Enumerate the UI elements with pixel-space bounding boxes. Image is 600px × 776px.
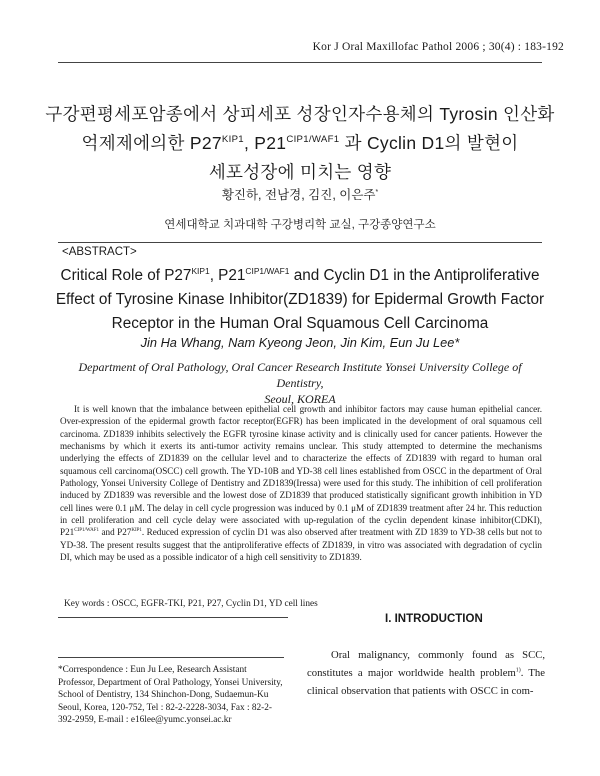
abstract-rule bbox=[58, 242, 542, 243]
superscript: CIP1/WAF1 bbox=[74, 528, 100, 534]
superscript: CIP1/WAF1 bbox=[286, 134, 340, 146]
english-title-text: Critical Role of P27 bbox=[60, 267, 192, 284]
introduction-paragraph bbox=[307, 646, 545, 700]
english-affiliation bbox=[70, 359, 530, 407]
header-rule bbox=[58, 62, 542, 63]
korean-title-line1: 구강편평세포암종에서 상피세포 성장인자수용체의 Tyrosin 인산화 bbox=[45, 104, 555, 124]
superscript: CIP1/WAF1 bbox=[245, 265, 290, 276]
english-title-line3: Receptor in the Human Oral Squamous Cell Carcinoma bbox=[111, 315, 489, 332]
english-title-text: , P21 bbox=[209, 267, 246, 284]
english-title-line2: Effect of Tyrosine Kinase Inhibitor(ZD1839) for Epidermal Growth Factor bbox=[55, 291, 545, 308]
korean-title-line2 bbox=[40, 129, 560, 158]
correspondence-rule bbox=[58, 657, 284, 658]
english-title-text: and Cyclin D1 in the Antiproliferative bbox=[289, 267, 540, 284]
introduction-body bbox=[307, 646, 545, 700]
abstract-body bbox=[60, 403, 542, 563]
introduction-text: Oral malignancy, commonly found as SCC, constitutes a major worldwide health problem bbox=[307, 649, 545, 679]
english-title-line1 bbox=[40, 264, 560, 288]
english-affiliation-line2: Seoul, KOREA bbox=[264, 392, 336, 406]
reference-mark: 1) bbox=[515, 667, 521, 674]
abstract-text: . Reduced expression of cyclin D1 was also observed after treatment with ZD 1839 to YD-38 cells but not to YD-38. The present results suggest that the antiproliferative effects of ZD1839, in vitro was associated with degradation of cyclin DI, which may be used as a possible indicator of a high cell sensitivity to ZD1839. bbox=[60, 527, 542, 563]
superscript: KIP1 bbox=[131, 528, 142, 534]
korean-affiliation: 연세대학교 치과대학 구강병리학 교실, 구강종양연구소 bbox=[164, 219, 436, 231]
korean-author-names: 황진하, 전남경, 김진, 이은주 bbox=[221, 188, 376, 202]
korean-title-text: , P21 bbox=[243, 133, 287, 153]
english-title bbox=[40, 264, 560, 336]
abstract-text: and P27 bbox=[99, 527, 132, 538]
abstract-tag: <ABSTRACT> bbox=[62, 246, 137, 258]
correspondence-note: *Correspondence : Eun Ju Lee, Research Assistant Professor, Department of Oral Pathology, Yonsei University, School of Dentistry, 134 Shinchon-Dong, Sudaemun-Ku Seoul, Korea, 120-752, Tel : 82-2-2228-3034, Fax : 82-2-392-2959, E-mail : e16lee@yumc.yonsei.ac.kr bbox=[58, 665, 283, 726]
correspondence-mark: * bbox=[375, 188, 379, 196]
korean-title-text: 억제제에의한 P27 bbox=[81, 133, 222, 153]
korean-title-line3: 세포성장에 미치는 영향 bbox=[208, 162, 392, 182]
abstract-text: It is well known that the imbalance between epithelial cell growth and inhibitor factors may cause human epithelial cancer. Over-expression of the epidermal growth factor receptor(EGFR) has been implicated in the development of oral squamous cell carcinoma. ZD1839 inhibits selectively the EGFR tyrosine kinase activity and is clinically used for cancer patients. However the mechanisms by which it exerts its anti-tumor activity remains unclear. This study attempted to determine the mechanisms underlying the effects of ZD1839 on the cellular level and to characterize the effects of ZD1839 with regard to human oral squamous cell carcinoma(OSCC) cell growth. The YD-10B and YD-38 cell lines established from OSCC in the department of Oral Pathology, Yonsei University College of Dentistry and ZD1839(Iressa) were used for this study. The inhibition of cell proliferation induced by ZD1839 was reversible and the lowest dose of ZD1839 that produced statistically significant growth inhibition in YD cell lines were 0.1 μM. The delay in cell cycle progression was induced by 0.1 μM of ZD1839 treatment after 24 hr. This reduction in cell proliferation and cell cycle delay were associated with up-regulation of the cyclin dependent kinase inhibitor(CDKI), P21 bbox=[60, 404, 542, 538]
korean-authors bbox=[0, 185, 600, 203]
abstract-paragraph bbox=[60, 403, 542, 563]
superscript: KIP1 bbox=[191, 265, 210, 276]
korean-title-text: 과 Cyclin D1의 발현이 bbox=[339, 133, 519, 153]
introduction-text: . The clinical observation that patients with OSCC in com- bbox=[307, 667, 545, 697]
keywords-rule bbox=[58, 617, 288, 618]
english-authors: Jin Ha Whang, Nam Kyeong Jeon, Jin Kim, Eun Ju Lee* bbox=[140, 335, 460, 350]
english-affiliation-line1: Department of Oral Pathology, Oral Cancer Research Institute Yonsei University College of Dentistry, bbox=[78, 360, 522, 390]
journal-citation: Kor J Oral Maxillofac Pathol 2006 ; 30(4) : 183-192 bbox=[312, 41, 564, 53]
superscript: KIP1 bbox=[221, 134, 244, 146]
section-heading-introduction: I. INTRODUCTION bbox=[385, 613, 483, 625]
korean-title bbox=[40, 100, 560, 187]
keywords: Key words : OSCC, EGFR-TKI, P21, P27, Cyclin D1, YD cell lines bbox=[64, 599, 318, 609]
